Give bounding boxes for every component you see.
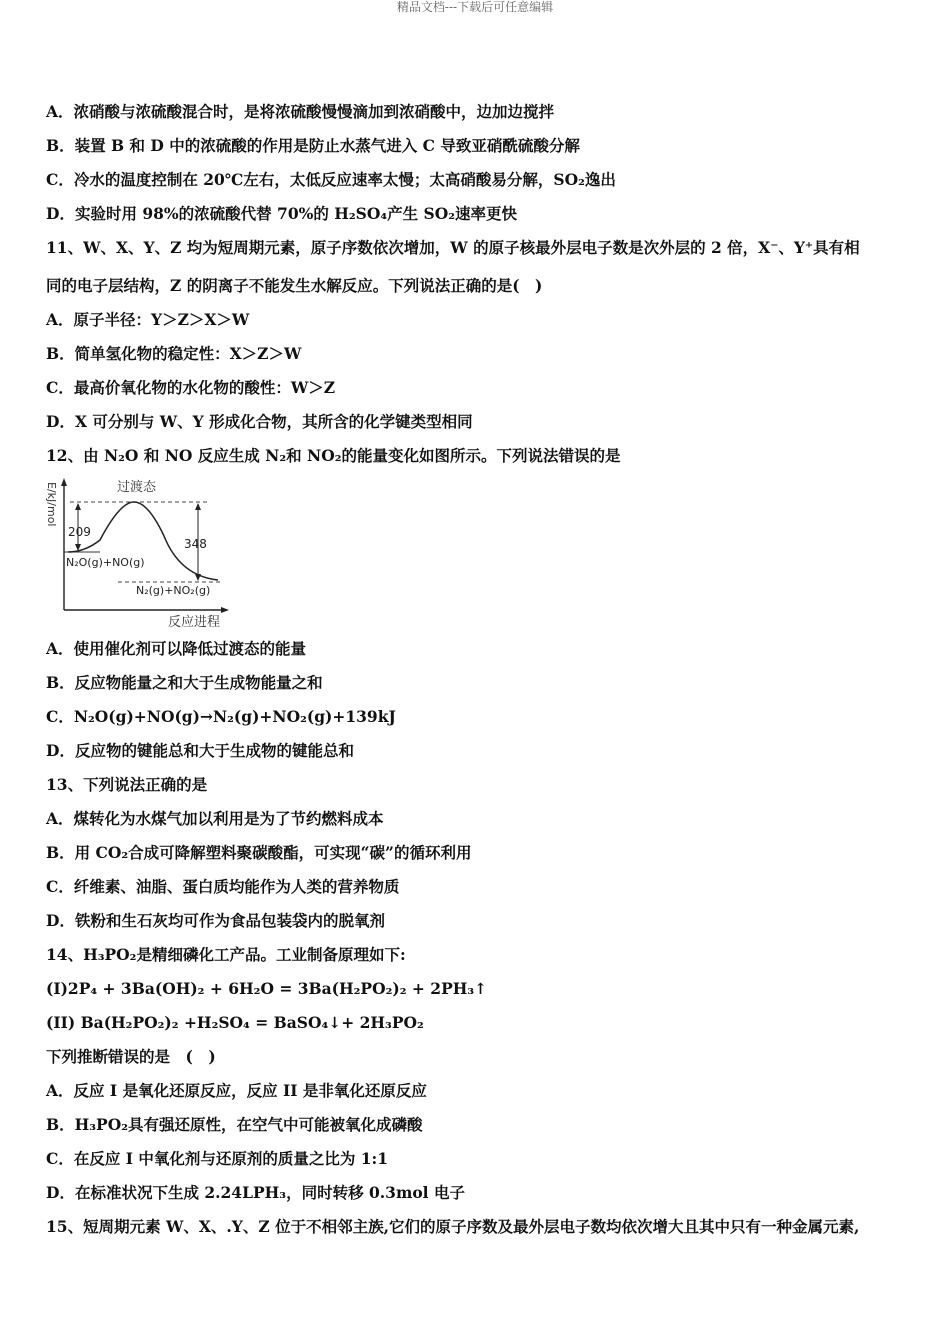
question-12-stem: 12、由 N₂O 和 NO 反应生成 N₂和 NO₂的能量变化如图所示。下列说法错误的是 [46,446,621,465]
option-c: C．在反应 I 中氧化剂与还原剂的质量之比为 1:1 [46,1149,389,1168]
option-d: D．反应物的键能总和大于生成物的键能总和 [46,741,354,760]
text-line: B．装置 B 和 D 中的浓硫酸的作用是防止水蒸气进入 C 导致亚硝酰硫酸分解 [46,136,580,155]
value-209-label: 209 [68,525,91,539]
option-c: C．纤维素、油脂、蛋白质均能作为人类的营养物质 [46,877,400,896]
x-axis-label: 反应进程 [168,615,221,630]
question-14-stem: 14、H₃PO₂是精细磷化工产品。工业制备原理如下: [46,945,406,964]
energy-diagram [40,476,240,631]
text-line: D．实验时用 98%的浓硫酸代替 70%的 H₂SO₄产生 SO₂速率更快 [46,204,518,223]
option-a: A．反应 I 是氧化还原反应，反应 II 是非氧化还原反应 [46,1081,427,1100]
y-axis-label: E/kJ/mol [45,482,58,527]
question-15-stem: 15、短周期元素 W、X、.Y、Z 位于不相邻主族,它们的原子序数及最外层电子数均依次增大且其中只有一种金属元素, [46,1217,860,1236]
option-b: B．简单氢化物的稳定性：X＞Z＞W [46,344,302,363]
option-d: D．在标准状况下生成 2.24LPH₃，同时转移 0.3mol 电子 [46,1183,465,1202]
text-line: 下列推断错误的是 ( ) [46,1047,216,1066]
option-a: A．使用催化剂可以降低过渡态的能量 [46,639,307,658]
text-line: 同的电子层结构，Z 的阴离子不能发生水解反应。下列说法正确的是( ) [46,276,543,295]
option-a: A．原子半径：Y＞Z＞X＞W [46,310,250,329]
option-b: B．反应物能量之和大于生成物能量之和 [46,673,323,692]
equation-1: (I)2P₄ + 3Ba(OH)₂ + 6H₂O = 3Ba(H₂PO₂)₂ + 2PH₃↑ [46,979,488,998]
question-13-stem: 13、下列说法正确的是 [46,775,208,794]
page-header: 精品文档---下载后可任意编辑 [396,0,554,14]
option-a: A．煤转化为水煤气加以利用是为了节约燃料成本 [46,809,384,828]
peak-label: 过渡态 [117,480,157,495]
value-348-label: 348 [184,537,207,551]
reactants-label: N₂O(g)+NO(g) [66,556,145,569]
equation-2: (II) Ba(H₂PO₂)₂ +H₂SO₄ = BaSO₄↓+ 2H₃PO₂ [46,1013,424,1032]
option-d: D．铁粉和生石灰均可作为食品包装袋内的脱氧剂 [46,911,385,930]
option-b: B．用 CO₂合成可降解塑料聚碳酸酯，可实现“碳”的循环利用 [46,843,472,862]
option-c: C．N₂O(g)+NO(g)→N₂(g)+NO₂(g)+139kJ [46,707,396,726]
text-line: A．浓硝酸与浓硫酸混合时，是将浓硫酸慢慢滴加到浓硝酸中，边加边搅拌 [46,102,555,121]
products-label: N₂(g)+NO₂(g) [136,584,211,597]
option-b: B．H₃PO₂具有强还原性，在空气中可能被氧化成磷酸 [46,1115,423,1134]
option-d: D．X 可分别与 W、Y 形成化合物，其所含的化学键类型相同 [46,412,473,431]
question-11-stem: 11、W、X、Y、Z 均为短周期元素，原子序数依次增加，W 的原子核最外层电子数是次外层的 2 倍，X⁻、Y⁺具有相 [46,238,860,257]
option-c: C．最高价氧化物的水化物的酸性：W＞Z [46,378,336,397]
text-line: C．冷水的温度控制在 20℃左右，太低反应速率太慢；太高硝酸易分解，SO₂逸出 [46,170,616,189]
